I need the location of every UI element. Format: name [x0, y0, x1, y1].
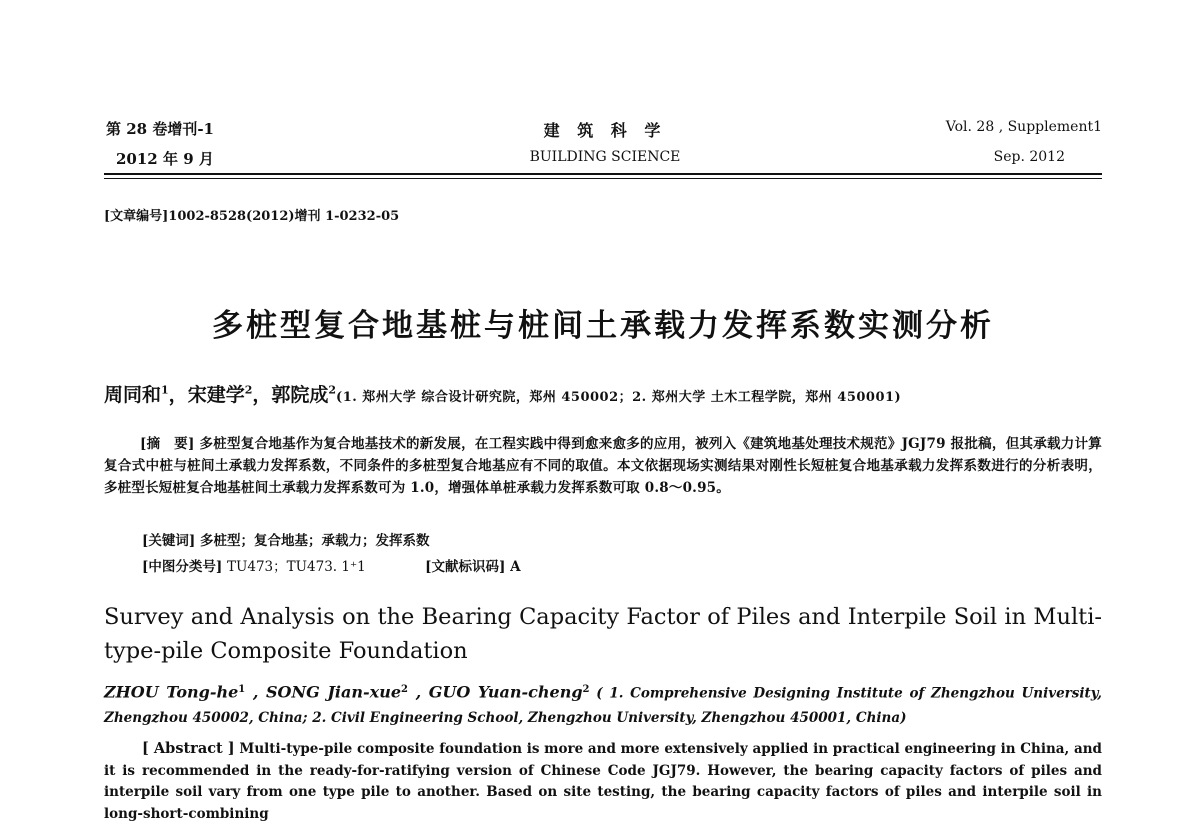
author-1-sup: 1: [161, 383, 169, 397]
volume-issue-en: Vol. 28 , Supplement1: [945, 119, 1102, 135]
author-separator: ,: [407, 682, 429, 702]
abstract-label-en: [ Abstract ]: [142, 740, 235, 757]
author-3-en: GUO Yuan-cheng: [428, 682, 583, 702]
volume-issue-cn: 第 28 卷增刊-1: [106, 120, 214, 138]
journal-title-en: BUILDING SCIENCE: [529, 149, 681, 165]
keywords-label-cn: [关键词]: [142, 533, 196, 549]
abstract-label-cn: [摘 要]: [140, 436, 195, 452]
authors-cn: [104, 380, 1102, 407]
doc-code-label: [文献标识码]: [425, 559, 506, 575]
affiliation-cn: (1. 郑州大学 综合设计研究院，郑州 450002；2. 郑州大学 土木工程学院，郑州 450001): [336, 390, 902, 405]
abstract-cn: [104, 433, 1102, 499]
author-separator: ，: [252, 384, 272, 406]
abstract-text-cn: 多桩型复合地基作为复合地基技术的新发展，在工程实践中得到愈来愈多的应用，被列入《建筑地基处理技术规范》JGJ79 报批稿，但其承载力计算复合式中桩与桩间土承载力发挥系数，不同条件的多桩型复合地基应有不同的取值。本文依据现场实测结果对刚性长短桩复合地基承载力发挥系数进行的分析表明，多桩型长短桩复合地基桩间土承载力发挥系数可为 1.0，增强体单桩承载力发挥系数可取 0.8～0.95。: [104, 436, 1102, 496]
author-3-sup: 2: [328, 383, 337, 397]
author-separator: ,: [245, 682, 266, 702]
article-title-en: Survey and Analysis on the Bearing Capacity Factor of Piles and Interpile Soil in Multi-type-pile Composite Foundation: [104, 604, 1102, 664]
author-1-cn: 周同和: [104, 384, 162, 406]
author-separator: ，: [168, 384, 188, 406]
author-2-en: SONG Jian-xue: [266, 682, 402, 702]
author-3-en-sup: 2: [582, 684, 590, 695]
doc-code-value: A: [510, 559, 521, 575]
author-2-en-sup: 2: [401, 684, 408, 695]
keywords-cn: [142, 529, 429, 549]
date-cn: 2012 年 9 月: [116, 150, 214, 168]
clc-value: TU473；TU473. 1⁺1: [226, 559, 366, 575]
keywords-text-cn: 多桩型；复合地基；承载力；发挥系数: [199, 533, 430, 549]
journal-title-cn: 建 筑 科 学: [543, 121, 667, 140]
author-2-sup: 2: [244, 383, 253, 397]
author-1-en: ZHOU Tong-he: [104, 682, 239, 702]
affiliation-en: ( 1. Comprehensive Designing Institute of Zhengzhou University, Zhengzhou 450002, China; 2. Civil Engineering School, Zhengzhou University, Zhengzhou 450001, China): [104, 685, 1102, 726]
header-rule-thin: [104, 178, 1102, 179]
abstract-en: [104, 738, 1102, 825]
classification-line: [142, 555, 521, 575]
author-3-cn: 郭院成: [271, 384, 329, 406]
article-title-cn: 多桩型复合地基桩与桩间土承载力发挥系数实测分析: [212, 308, 994, 344]
date-en: Sep. 2012: [993, 149, 1065, 165]
header-rule-thick: [104, 173, 1102, 175]
article-number: [文章编号]1002-8528(2012)增刊 1-0232-05: [104, 209, 400, 224]
clc-label: [中图分类号]: [142, 559, 223, 575]
abstract-text-en: Multi-type-pile composite foundation is more and more extensively applied in practical engineering in China, and it is recommended in the ready-for-ratifying version of Chinese Code JGJ79. However, the bearing capacity factors of piles and interpile soil vary from one type pile to another. Based on site testing, the bearing capacity factors of piles and interpile soil in long-short-combining: [104, 741, 1102, 822]
authors-en: [104, 678, 1102, 730]
author-2-cn: 宋建学: [187, 384, 245, 406]
author-1-en-sup: 1: [238, 684, 246, 695]
